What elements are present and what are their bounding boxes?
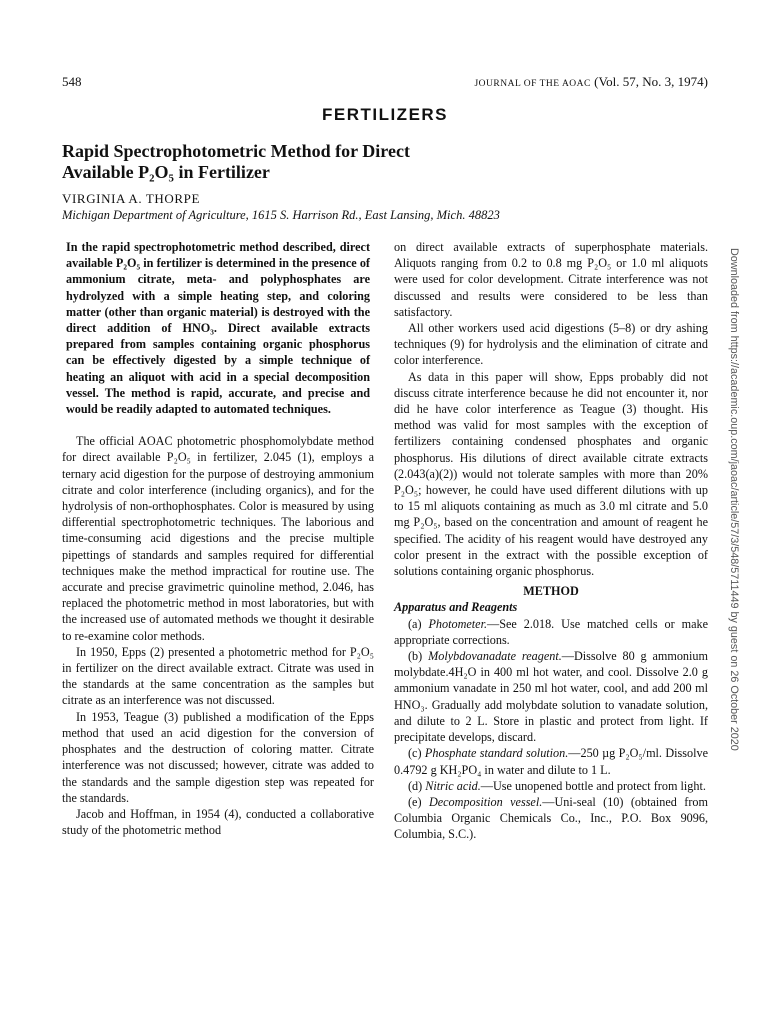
item-label: Molybdovanadate reagent. [428, 649, 562, 664]
download-watermark [728, 248, 754, 758]
body-paragraph: In 1953, Teague (3) published a modification of the Epps method that used an acid digestion for the conversion of phosphates and the destruction of coloring matter. Citrate interference was not discussed; however, citrate was added to the standards and the sample digestion step was repeated for the standards. [62, 709, 374, 805]
volume-info: (Vol. 57, No. 3, 1974) [594, 74, 708, 89]
item-marker: (a) [408, 616, 422, 631]
item-text: —250 µg P₂O₅/ml. Dissolve 0.4792 g KH₂PO₄ in water and dilute to 1 L. [394, 746, 708, 777]
item-text: —Use unopened bottle and protect from light. [480, 778, 706, 793]
method-item [394, 745, 708, 777]
apparatus-subheading: Apparatus and Reagents [394, 600, 518, 615]
section-heading: FERTILIZERS [321, 105, 449, 124]
method-item [394, 648, 708, 745]
body-paragraph: As data in this paper will show, Epps probably did not discuss citrate interference because he did not encounter it, nor did he have color interference as Teague (3) thought. His method was valid for most samples with the exception of fertilizers containing condensed phosphates and organic phosphorus. His dilutions of direct available citrate extracts (2.043(a)(2)) would not tolerate samples with more than 20% P₂O₅; however, he could have used different dilutions with up to 15 ml aliquots containing as much as 3.0 ml citrate and 5.0 mg P₂O₅, based on the concentration and amount of reagent he specified. The acidity of his reagent would have destroyed any color present in the extract with the possible exception of solutions containing organic phosphorus. [394, 369, 708, 579]
title-line-1: Rapid Spectrophotometric Method for Direct [62, 141, 410, 161]
item-text: —See 2.018. Use matched cells or make appropriate corrections. [394, 616, 708, 647]
item-text: —Uni-seal (10) (obtained from Columbia Organic Chemicals Co., Inc., P.O. Box 9096, Columbia, S.C.). [394, 794, 708, 842]
item-marker: (e) [408, 794, 422, 809]
author-name: VIRGINIA A. THORPE [62, 191, 201, 206]
method-item [394, 778, 708, 794]
item-label: Decomposition vessel. [428, 794, 543, 809]
item-marker: (c) [408, 746, 422, 761]
running-header [62, 74, 708, 90]
author-affiliation: Michigan Department of Agriculture, 1615 S. Harrison Rd., East Lansing, Mich. 48823 [62, 208, 500, 222]
item-label: Photometer. [428, 616, 488, 631]
method-item [394, 616, 708, 648]
item-text: —Dissolve 80 g ammonium molybdate.4H₂O in 400 ml hot water, and cool. Dissolve 2.0 g ammonium vanadate in 250 ml hot water, cool, and add 200 ml HNO₃. Gradually add molybdate solution to vanadate solution, and dilute to 2 L. Store in plastic and protect from light. If precipitate develops, discard. [394, 649, 708, 745]
method-item [394, 794, 708, 843]
right-column [394, 239, 708, 843]
body-paragraph: In 1950, Epps (2) presented a photometric method for P₂O₅ in fertilizer on the direct available extract. Citrate was used in the standards at the same concentration as the samples but citrate as an interference was not discussed. [62, 644, 374, 708]
running-head [474, 74, 708, 90]
body-paragraph: All other workers used acid digestions (5–8) or dry ashing techniques (9) for hydrolysis and the elimination of citrate and color interference. [394, 321, 708, 368]
item-label: Phosphate standard solution. [424, 746, 569, 761]
method-heading: METHOD [523, 584, 579, 599]
title-line-2: Available P₂O₅ in Fertilizer [62, 162, 270, 182]
body-paragraph: The official AOAC photometric phosphomolybdate method for direct available P₂O₅ in fertilizer, 2.045 (1), employs a ternary acid digestion for the purpose of destroying ammonium citrate and color interference (including organics), and for the hydrolysis of non-orthophosphates. Color is measured by using differential spectrophotometric techniques. The laborious and time-consuming acid digestions and the precise multiple pipettings of standards and samples required for differential techniques make the method impractical for routine use. The accurate and precise gravimetric quinoline method, 2.046, has replaced the photometric method in most laboratories, but with the increased use of automated methods we thought it desirable to re-examine color methods. [62, 434, 374, 643]
journal-name: JOURNAL OF THE AOAC [474, 79, 591, 89]
page-number: 548 [62, 74, 82, 89]
download-watermark-text: Downloaded from https://academic.oup.com/jaoac/article/57/3/548/5711449 by guest on 26 October 2020 [728, 248, 740, 751]
left-column [62, 239, 374, 838]
article-title [62, 141, 708, 183]
item-label: Nitric acid. [425, 778, 481, 793]
abstract: In the rapid spectrophotometric method described, direct available P₂O₅ in fertilizer is determined in the presence of ammonium citrate, meta- and polyphosphates are hydrolyzed with a simple heating step, and coloring matter (other than organic material) is destroyed with the direct addition of HNO₃. Direct available extracts prepared from samples containing organic phosphorus can be effectively digested by a simple technique of heating an aliquot with acid in a special decomposition vessel. The method is rapid, accurate, and precise and would be readily adapted to automated techniques. [66, 240, 370, 417]
item-marker: (d) [408, 778, 423, 793]
body-paragraph: on direct available extracts of superphosphate materials. Aliquots ranging from 0.2 to 0.8 mg P₂O₅ or 1.0 ml aliquots were used for color development. Citrate interference was not discussed and results were considered to be less than satisfactory. [394, 240, 708, 319]
body-paragraph: Jacob and Hoffman, in 1954 (4), conducted a collaborative study of the photometric method [62, 806, 374, 838]
item-marker: (b) [408, 649, 423, 664]
